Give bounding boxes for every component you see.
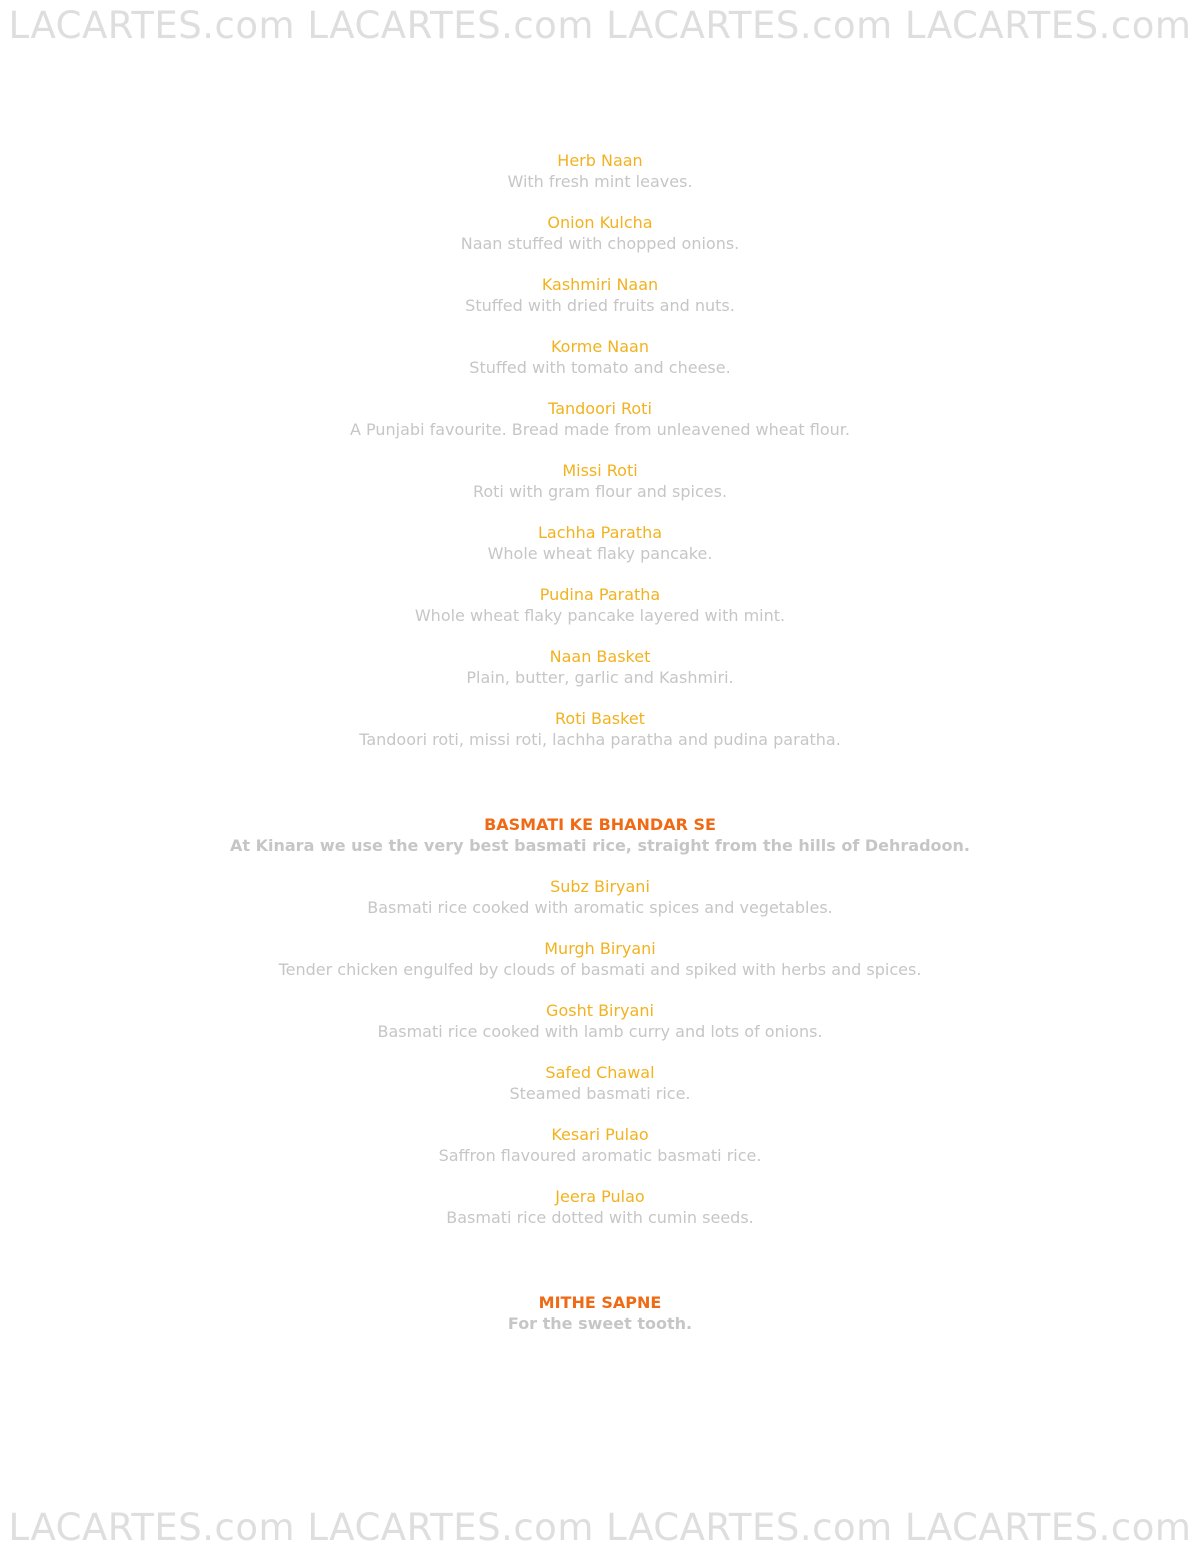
item-description: Whole wheat flaky pancake.	[487, 544, 713, 563]
menu-item	[0, 1124, 1200, 1166]
menu-item	[0, 1186, 1200, 1228]
menu-item	[0, 460, 1200, 502]
item-name: Subz Biryani	[550, 877, 650, 896]
item-name: Korme Naan	[550, 337, 649, 356]
item-name: Kesari Pulao	[551, 1125, 649, 1144]
item-description: Basmati rice cooked with lamb curry and lots of onions.	[377, 1022, 823, 1041]
menu-item	[0, 708, 1200, 750]
menu-item	[0, 876, 1200, 918]
menu-item	[0, 212, 1200, 254]
menu-item	[0, 398, 1200, 440]
item-description: Tender chicken engulfed by clouds of basmati and spiked with herbs and spices.	[278, 960, 922, 979]
item-description: Plain, butter, garlic and Kashmiri.	[466, 668, 734, 687]
item-name: Murgh Biryani	[544, 939, 656, 958]
item-name: Onion Kulcha	[547, 213, 653, 232]
watermark-top: LACARTES.com LACARTES.com LACARTES.com LACARTES.com	[8, 4, 1192, 47]
item-description: Roti with gram flour and spices.	[472, 482, 728, 501]
menu-item	[0, 336, 1200, 378]
item-name: Roti Basket	[555, 709, 645, 728]
item-name: Missi Roti	[562, 461, 638, 480]
menu-item	[0, 522, 1200, 564]
item-name: Pudina Paratha	[539, 585, 661, 604]
item-description: Basmati rice cooked with aromatic spices and vegetables.	[367, 898, 833, 917]
menu-item	[0, 1062, 1200, 1104]
item-description: Tandoori roti, missi roti, lachha paratha and pudina paratha.	[359, 730, 841, 749]
item-description: Stuffed with tomato and cheese.	[469, 358, 731, 377]
section-subtitle: For the sweet tooth.	[507, 1314, 693, 1333]
watermark-bottom: LACARTES.com LACARTES.com LACARTES.com LACARTES.com	[8, 1506, 1192, 1549]
item-description: Whole wheat flaky pancake layered with mint.	[414, 606, 786, 625]
item-name: Tandoori Roti	[548, 399, 652, 418]
item-description: A Punjabi favourite. Bread made from unleavened wheat flour.	[349, 420, 850, 439]
item-description: Naan stuffed with chopped onions.	[460, 234, 740, 253]
menu-item	[0, 938, 1200, 980]
menu-item	[0, 150, 1200, 192]
menu-item	[0, 1000, 1200, 1042]
item-name: Lachha Paratha	[537, 523, 663, 542]
section-basmati	[0, 814, 1200, 1228]
item-name: Herb Naan	[557, 151, 643, 170]
item-name: Naan Basket	[549, 647, 651, 666]
menu-item	[0, 646, 1200, 688]
section-mithe	[0, 1292, 1200, 1334]
item-description: Saffron flavoured aromatic basmati rice.	[438, 1146, 762, 1165]
section-title: MITHE SAPNE	[538, 1293, 662, 1312]
item-name: Jeera Pulao	[555, 1187, 645, 1206]
item-name: Safed Chawal	[545, 1063, 655, 1082]
menu-item	[0, 584, 1200, 626]
section-title: BASMATI KE BHANDAR SE	[484, 815, 716, 834]
menu-content	[0, 150, 1200, 1354]
item-description: Basmati rice dotted with cumin seeds.	[446, 1208, 754, 1227]
item-name: Gosht Biryani	[546, 1001, 654, 1020]
menu-item	[0, 274, 1200, 316]
item-description: Stuffed with dried fruits and nuts.	[465, 296, 735, 315]
item-description: Steamed basmati rice.	[509, 1084, 691, 1103]
item-description: With fresh mint leaves.	[507, 172, 693, 191]
item-name: Kashmiri Naan	[541, 275, 659, 294]
breads-list	[0, 150, 1200, 750]
section-subtitle: At Kinara we use the very best basmati rice, straight from the hills of Dehradoon.	[230, 836, 970, 855]
